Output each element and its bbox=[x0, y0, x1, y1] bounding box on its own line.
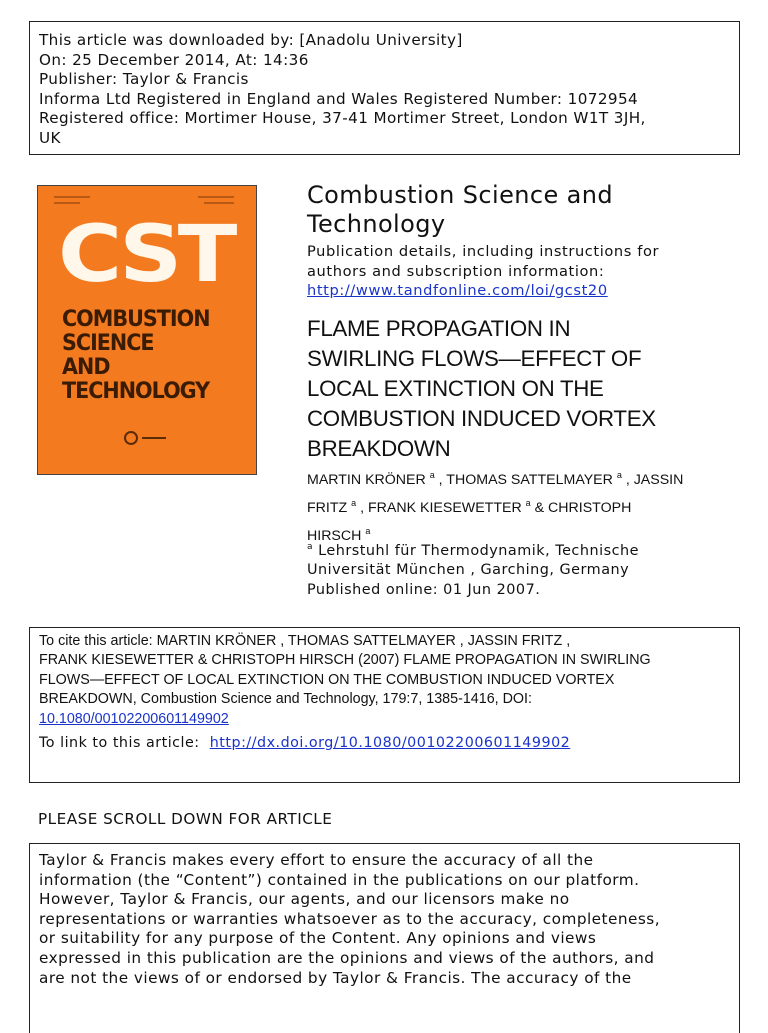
disclaimer-line: information (the “Content”) contained in the publications on our platform. bbox=[39, 870, 640, 889]
article-link-row bbox=[39, 734, 739, 753]
affiliation bbox=[307, 538, 639, 600]
citation-box bbox=[29, 627, 740, 783]
journal-cover-image bbox=[37, 185, 257, 475]
publisher-logo-icon bbox=[124, 431, 138, 445]
cover-title-line: TECHNOLOGY bbox=[62, 378, 210, 404]
affiliation-marker: a bbox=[365, 526, 371, 536]
affiliation-marker: a bbox=[525, 498, 531, 508]
journal-url-link[interactable]: http://www.tandfonline.com/loi/gcst20 bbox=[307, 282, 608, 299]
author-name: MARTIN KRÖNER bbox=[307, 472, 426, 488]
affiliation-text: Lehrstuhl für Thermodynamik, Technische bbox=[318, 543, 639, 559]
author-name: , THOMAS SATTELMAYER bbox=[434, 472, 613, 488]
download-info-box bbox=[29, 21, 740, 155]
affiliation-marker: a bbox=[429, 470, 435, 480]
citation-line: FLOWS—EFFECT OF LOCAL EXTINCTION ON THE COMBUSTION INDUCED VORTEX bbox=[39, 671, 615, 688]
disclaimer-line: are not the views of or endorsed by Taylor & Francis. The accuracy of the bbox=[39, 968, 632, 987]
author-name: , FRANK KIESEWETTER bbox=[356, 500, 522, 516]
cover-logo: CST bbox=[58, 210, 233, 300]
affiliation-marker: a bbox=[616, 470, 622, 480]
cover-title-line: SCIENCE bbox=[62, 330, 154, 356]
scroll-down-note: PLEASE SCROLL DOWN FOR ARTICLE bbox=[38, 810, 333, 828]
author-name: FRITZ bbox=[307, 500, 348, 516]
publication-details-line: authors and subscription information: bbox=[307, 262, 605, 280]
affiliation-marker: a bbox=[307, 542, 314, 552]
affiliation-marker: a bbox=[351, 498, 357, 508]
disclaimer-box bbox=[29, 843, 740, 1033]
doi-link[interactable]: 10.1080/00102200601149902 bbox=[39, 710, 229, 727]
download-info-line: Publisher: Taylor & Francis bbox=[39, 70, 249, 89]
author-name: & CHRISTOPH bbox=[530, 500, 632, 516]
published-date: Published online: 01 Jun 2007. bbox=[307, 581, 541, 598]
disclaimer-line: representations or warranties whatsoever as to the accuracy, completeness, bbox=[39, 909, 661, 928]
author-list bbox=[307, 464, 683, 548]
author-name: HIRSCH bbox=[307, 528, 362, 544]
publication-details-line: Publication details, including instructions for bbox=[307, 243, 660, 260]
article-title-line: SWIRLING FLOWS—EFFECT OF bbox=[307, 346, 642, 371]
download-info-line: This article was downloaded by: [Anadolu University] bbox=[39, 31, 463, 49]
download-info-line: UK bbox=[39, 128, 61, 147]
publisher-logo-mark bbox=[142, 437, 166, 439]
citation-line: BREAKDOWN, Combustion Science and Technology, 179:7, 1385-1416, DOI: bbox=[39, 691, 532, 708]
cover-decoration bbox=[54, 202, 80, 204]
download-info-line: On: 25 December 2014, At: 14:36 bbox=[39, 50, 309, 69]
article-title-line: BREAKDOWN bbox=[307, 436, 451, 461]
affiliation-line: Universität München , Garching, Germany bbox=[307, 562, 630, 579]
cover-decoration bbox=[198, 196, 234, 198]
disclaimer-line: expressed in this publication are the opinions and views of the authors, and bbox=[39, 948, 655, 967]
author-line bbox=[307, 492, 683, 520]
affiliation-line bbox=[307, 538, 639, 561]
disclaimer-line: However, Taylor & Francis, our agents, and our licensors make no bbox=[39, 890, 570, 909]
cover-title bbox=[62, 307, 210, 403]
author-name: , JASSIN bbox=[621, 472, 684, 488]
article-title bbox=[307, 314, 656, 464]
article-title-line: COMBUSTION INDUCED VORTEX bbox=[307, 406, 656, 431]
article-link-label: To link to this article: bbox=[39, 735, 200, 752]
citation-line: FRANK KIESEWETTER & CHRISTOPH HIRSCH (2007) FLAME PROPAGATION IN SWIRLING bbox=[39, 652, 651, 669]
cover-decoration bbox=[54, 196, 90, 198]
author-line bbox=[307, 464, 683, 492]
citation-line: To cite this article: MARTIN KRÖNER , THOMAS SATTELMAYER , JASSIN FRITZ , bbox=[39, 633, 571, 649]
disclaimer-line: or suitability for any purpose of the Content. Any opinions and views bbox=[39, 929, 597, 948]
download-info-line: Registered office: Mortimer House, 37-41 Mortimer Street, London W1T 3JH, bbox=[39, 109, 646, 128]
article-title-line: LOCAL EXTINCTION ON THE bbox=[307, 376, 604, 401]
journal-title-line: Technology bbox=[307, 210, 446, 238]
cover-publisher-mark bbox=[124, 431, 166, 445]
article-link[interactable]: http://dx.doi.org/10.1080/00102200601149902 bbox=[209, 735, 571, 752]
cover-title-line: COMBUSTION bbox=[62, 306, 210, 332]
download-info-line: Informa Ltd Registered in England and Wales Registered Number: 1072954 bbox=[39, 89, 639, 108]
publication-details bbox=[307, 242, 659, 301]
cover-decoration bbox=[204, 202, 234, 204]
journal-title-line: Combustion Science and bbox=[307, 181, 613, 209]
journal-title bbox=[307, 181, 613, 239]
article-title-line: FLAME PROPAGATION IN bbox=[307, 316, 571, 341]
cover-title-line: AND bbox=[62, 354, 110, 380]
disclaimer-line: Taylor & Francis makes every effort to ensure the accuracy of all the bbox=[39, 851, 594, 869]
